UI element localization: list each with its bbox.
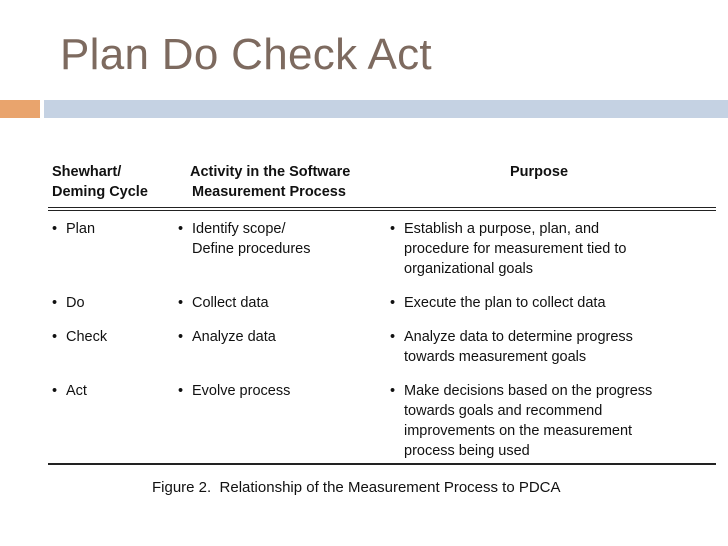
row-check-activity: • Analyze data	[178, 329, 276, 345]
row-act-purpose-line3: improvements on the measurement	[404, 423, 633, 439]
header-rule-bottom	[48, 210, 716, 211]
row-check-cycle: • Check	[52, 329, 108, 345]
header-cycle-line1: Shewhart/	[52, 164, 122, 180]
row-act-activity: • Evolve process	[178, 383, 291, 399]
row-act-cycle: • Act	[52, 383, 87, 399]
slide-title: Plan Do Check Act	[60, 30, 432, 79]
row-do-cycle: • Do	[52, 295, 85, 311]
row-act-purpose-line4: process being used	[404, 443, 530, 459]
header-rule-top	[48, 207, 716, 208]
row-plan-purpose-line3: organizational goals	[404, 261, 533, 277]
header-activity-line2: Measurement Process	[192, 184, 346, 200]
row-plan-activity-line2: Define procedures	[192, 241, 311, 257]
accent-orange-block	[0, 100, 40, 118]
row-do-purpose: • Execute the plan to collect data	[390, 295, 606, 311]
row-plan-purpose-line1: • Establish a purpose, plan, and	[390, 221, 600, 237]
row-plan-purpose-line2: procedure for measurement tied to	[404, 241, 627, 257]
header-activity-line1: Activity in the Software	[190, 164, 351, 180]
row-check-purpose-line1: • Analyze data to determine progress	[390, 329, 633, 345]
accent-blue-band	[44, 100, 728, 118]
row-act-purpose-line1: • Make decisions based on the progress	[390, 383, 653, 399]
row-plan-activity-line1: • Identify scope/	[178, 221, 286, 237]
table-bottom-rule	[48, 463, 716, 465]
figure-caption: Figure 2. Relationship of the Measurement Process to PDCA	[152, 479, 561, 496]
row-check-purpose-line2: towards measurement goals	[404, 349, 587, 365]
row-plan-cycle: • Plan	[52, 221, 96, 237]
header-purpose: Purpose	[510, 164, 569, 180]
header-cycle-line2: Deming Cycle	[52, 184, 148, 200]
row-act-purpose-line2: towards goals and recommend	[404, 403, 603, 419]
row-do-activity: • Collect data	[178, 295, 269, 311]
accent-bar	[0, 100, 728, 118]
